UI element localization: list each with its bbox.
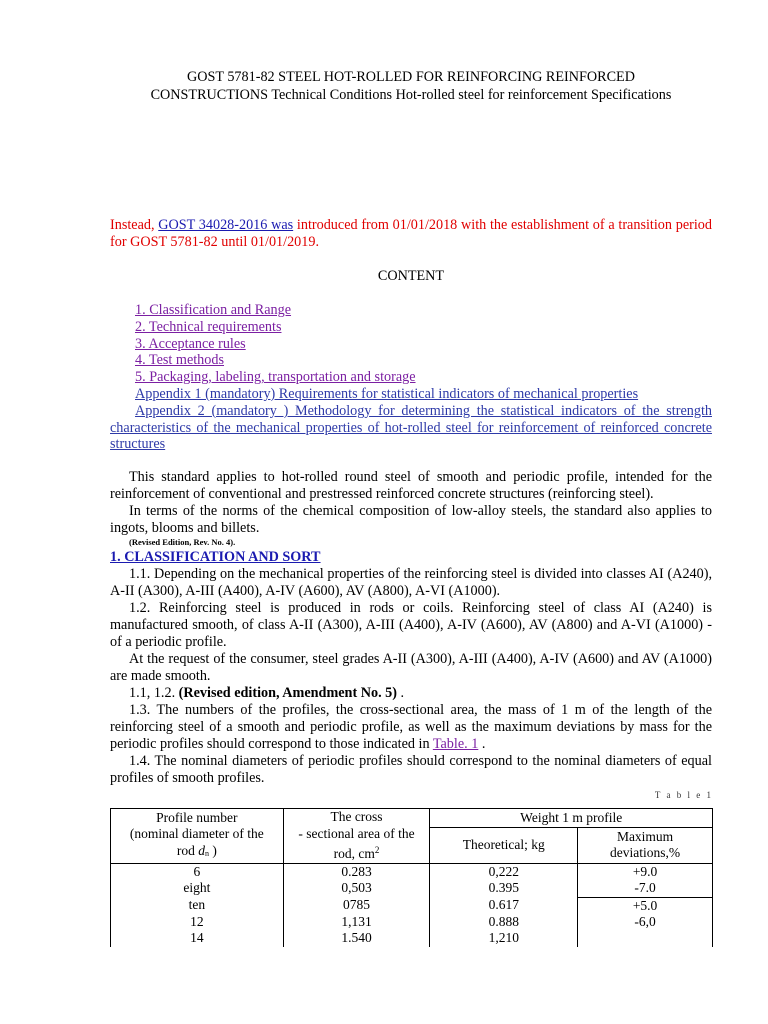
toc-item-test-methods[interactable]: 4. Test methods bbox=[135, 352, 224, 369]
notice-prefix: Instead, bbox=[110, 217, 159, 233]
title-line-1: GOST 5781-82 STEEL HOT-ROLLED FOR REINFORCING REINFORCED bbox=[187, 69, 635, 85]
toc-item-technical-requirements[interactable]: 2. Technical requirements bbox=[135, 318, 282, 335]
header-cross-section: The cross - sectional area of the rod, $cm^2$ bbox=[283, 809, 430, 864]
title-line-2: CONSTRUCTIONS Technical Conditions Hot-rolled steel for reinforcement Specifications bbox=[150, 87, 672, 103]
clause-1-2-continued: At the request of the consumer, steel grades A-II (A300), A-III (A400), A-IV (A600) and AV (A1000) are made smooth. bbox=[110, 651, 712, 684]
chemical-composition-paragraph: In terms of the norms of the chemical composition of low-alloy steels, the standard also applies to ingots, blooms and billets. bbox=[110, 503, 712, 536]
toc-item-acceptance-rules[interactable]: 3. Acceptance rules bbox=[135, 335, 246, 352]
clause-1-2: 1.2. Reinforcing steel is produced in rods or coils. Reinforcing steel of class AI (A240) is manufactured smooth, of class A-II (A300), A-III (A400), A-IV (A600), AV (A800) and A-VI (A1000) - of a periodic profile. bbox=[110, 600, 712, 650]
clause-amendment-note: 1.1, 1.2. (Revised edition, Amendment No. 5) . bbox=[129, 685, 405, 701]
table-row: 12 1,131 0.888 bbox=[111, 914, 713, 931]
section-1-heading[interactable]: 1. CLASSIFICATION AND SORT bbox=[110, 549, 321, 565]
toc-item-classification[interactable]: 1. Classification and Range bbox=[135, 302, 292, 318]
toc-item-appendix-2[interactable]: Appendix 2 (mandatory ) Methodology for determining the statistical indicators of the strength characteristics of the mechanical properties of hot-rolled steel for reinforcement of reinforced concrete structures bbox=[110, 402, 712, 453]
deviation-cell: +9.0 -7.0 bbox=[578, 863, 713, 897]
deviation-cell: +5.0 -6,0 bbox=[578, 897, 713, 947]
table-row: 14 1.540 1,210 bbox=[111, 930, 713, 947]
table-label: T a b l e 1 bbox=[654, 790, 713, 800]
toc-item-appendix-1[interactable]: Appendix 1 (mandatory) Requirements for statistical indicators of mechanical properties bbox=[135, 385, 639, 402]
document-body bbox=[110, 469, 712, 787]
clause-1-4: 1.4. The nominal diameters of periodic profiles should correspond to the nominal diameters of equal profiles of smooth profiles. bbox=[110, 753, 712, 786]
header-profile-number: Profile number (nominal diameter of the rod dn ) bbox=[111, 809, 284, 864]
replacement-notice bbox=[110, 217, 712, 251]
table-row: ten 0785 0.617 +5.0 -6,0 bbox=[111, 897, 713, 914]
toc-item-packaging[interactable]: 5. Packaging, labeling, transportation and storage bbox=[135, 369, 416, 386]
profile-table bbox=[110, 808, 713, 947]
gost-link[interactable]: GOST 34028-2016 was bbox=[158, 217, 294, 233]
notice-suffix: introduced from 01/01/2018 with the establishment of a transition period for GOST 5781-82 until 01/01/2019. bbox=[110, 217, 712, 250]
content-heading: CONTENT bbox=[377, 268, 445, 284]
header-max-deviation: Maximum deviations,% bbox=[578, 827, 713, 863]
scope-paragraph: This standard applies to hot-rolled round steel of smooth and periodic profile, intended for the reinforcement of conventional and prestressed reinforced concrete structures (reinforcing steel). bbox=[110, 469, 712, 502]
table-of-contents bbox=[110, 302, 712, 453]
header-theoretical: Theoretical; kg bbox=[430, 827, 578, 863]
clause-1-1: 1.1. Depending on the mechanical properties of the reinforcing steel is divided into classes AI (A240), A-II (A300), A-III (A400), A-IV (A600), AV (A800), A-VI (A1000). bbox=[110, 566, 712, 599]
revision-note: (Revised Edition, Rev. No. 4). bbox=[129, 537, 236, 547]
clause-1-3: 1.3. The numbers of the profiles, the cross-sectional area, the mass of 1 m of the length of the reinforcing steel of a smooth and periodic profile, as well as the maximum deviations by mass for the periodic profiles should correspond to those indicated in Table. 1 . bbox=[110, 702, 712, 752]
table-row: 6 0.283 0,222 +9.0 -7.0 bbox=[111, 863, 713, 880]
table-1-link[interactable]: Table. 1 bbox=[432, 736, 479, 752]
document-title bbox=[110, 68, 712, 104]
table-row: eight 0,503 0.395 bbox=[111, 880, 713, 897]
header-weight: Weight 1 m profile bbox=[430, 809, 713, 828]
